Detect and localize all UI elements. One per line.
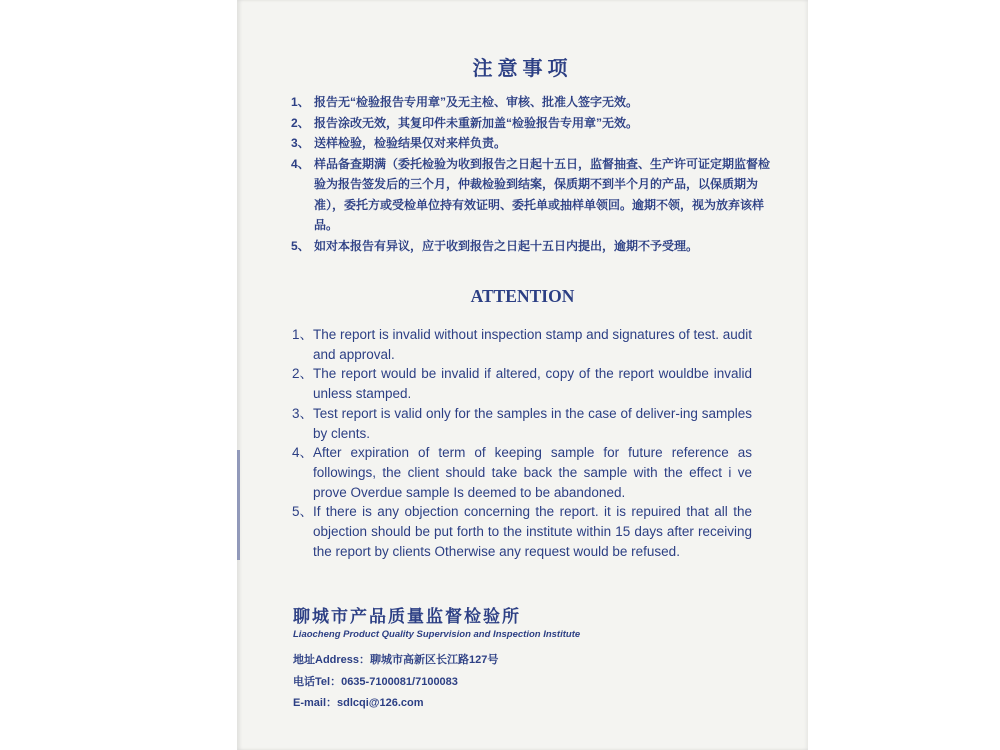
- item-text: 如对本报告有异议，应于收到报告之日起十五日内提出，逾期不予受理。: [314, 238, 699, 253]
- title-chinese: 注意事项: [472, 56, 573, 80]
- institute-footer: [293, 606, 773, 715]
- list-item: [289, 154, 779, 236]
- list-item: [292, 325, 752, 364]
- scan-edge-mark: [237, 450, 240, 560]
- item-text: The report would be invalid if altered, copy of the report wouldbe invalid unless stamped.: [313, 366, 752, 402]
- item-number: 2、: [291, 115, 310, 130]
- list-item: [292, 502, 752, 561]
- item-text: If there is any objection concerning the report. it is repuired that all the objection should be put forth to the institute within 15 days after receiving the report by clients Otherwise any request would be refused.: [313, 504, 752, 559]
- phone-line: 电话Tel：0635-7100081/7100083: [293, 675, 458, 688]
- list-item: [292, 364, 752, 403]
- item-number: 4、: [292, 445, 314, 461]
- item-number: 3、: [292, 405, 314, 421]
- item-number: 4、: [291, 156, 310, 171]
- item-number: 5、: [291, 238, 310, 253]
- address-line: 地址Address：聊城市高新区长江路127号: [293, 654, 499, 666]
- item-text: After expiration of term of keeping sample for future reference as followings, the client should take back the sample with the effect i ve prove Overdue sample Is deemed to be abandoned.: [313, 445, 752, 500]
- list-item: [289, 113, 779, 134]
- item-number: 2、: [292, 366, 314, 382]
- english-notice-list: [292, 325, 752, 561]
- document-page: [237, 0, 808, 750]
- item-number: 1、: [291, 95, 310, 109]
- list-item: [292, 404, 752, 443]
- email-line: E-mail：sdlcqi@126.com: [293, 697, 424, 709]
- item-text: 报告涂改无效，其复印件未重新加盖“检验报告专用章”无效。: [314, 115, 639, 130]
- list-item: [289, 133, 779, 154]
- item-text: 报告无“检验报告专用章”及无主检、审核、批准人签字无效。: [314, 95, 639, 109]
- item-text: 样品备查期满（委托检验为收到报告之日起十五日，监督抽查、生产许可证定期监督检验为报告签发后的三个月，仲裁检验到结案，保质期不到半个月的产品，以保质期为准），委托方或受检单位持有效证明、委托单或抽样单领回。逾期不领，视为放弃该样品。: [314, 156, 771, 232]
- item-text: 送样检验，检验结果仅对来样负责。: [314, 136, 507, 150]
- list-item: [289, 236, 779, 257]
- item-number: 3、: [291, 136, 310, 150]
- list-item: [289, 92, 779, 113]
- item-number: 5、: [292, 504, 314, 520]
- chinese-notice-list: [289, 92, 779, 256]
- list-item: [292, 443, 752, 502]
- item-text: Test report is valid only for the samples in the case of deliver-ing samples by clents.: [313, 405, 752, 441]
- item-text: The report is invalid without inspection stamp and signatures of test. audit and approval.: [313, 327, 752, 362]
- institute-name-english: Liaocheng Product Quality Supervision and Inspection Institute: [293, 629, 581, 640]
- item-number: 1、: [292, 327, 314, 342]
- title-english: ATTENTION: [470, 286, 575, 306]
- institute-name-chinese: 聊城市产品质量监督检验所: [293, 607, 521, 626]
